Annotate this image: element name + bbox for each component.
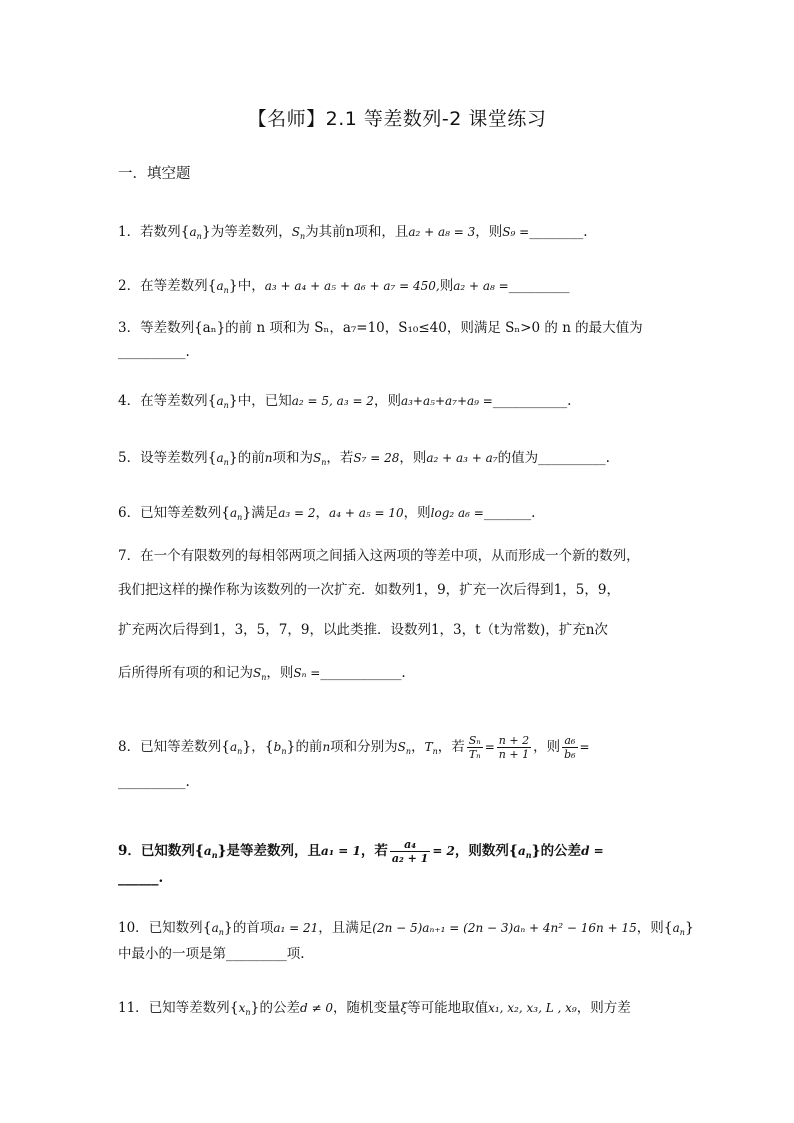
answer-blank[interactable]: ________. [529,224,588,240]
page-title: 【名师】2.1 等差数列-2 课堂练习 [247,108,547,130]
question-7-line-3: 扩充两次后得到1，3，5，7，9，以此类推．设数列1，3，t（t为常数)，扩充n次 [118,622,608,638]
question-11: 11．已知等差数列$\{x_n\}$的公差d ≠ 0，随机变量ξ等可能地取值x₁, x₂, x₃, L , x₉，则方差 [118,1000,631,1017]
answer-blank[interactable]: ___________. [492,393,572,409]
question-9: 9．已知数列$\{a_n\}$是等差数列，且a₁ = 1，若 $\frac{\text{a₄}}{\text{a₂ + 1}}$ = 2，则数列$\{a_n\}$的公差d = [118,838,604,865]
question-7-line-4: 后所得所有项的和记为$S_n$，则Sₙ =____________. [118,665,406,682]
question-10-line-2: 中最小的一项是第_________项. [118,946,305,962]
ask-fraction: $\frac{\text{a₆}}{\text{b₆}}$ [564,734,576,761]
answer-blank[interactable]: __________. [538,450,610,466]
question-4: 4．在等差数列$\{a_n\}$中，已知a₂ = 5, a₃ = 2，则a₃+a₅+a₇+a₉ =___________. [118,393,572,410]
answer-blank[interactable]: _______. [483,505,536,521]
condition-fraction: $\frac{\text{a₄}}{\text{a₂ + 1}}$ [391,838,429,865]
answer-blank[interactable]: _________ [508,278,570,294]
answer-blank[interactable]: __________. [118,344,190,360]
question-2: 2．在等差数列$\{a_n\}$中，a₃ + a₄ + a₅ + a₆ + a₇ = 450,则a₂ + a₈ =_________ [118,278,570,295]
question-6: 6．已知等差数列$\{a_n\}$满足a₃ = 2，a₄ + a₅ = 10，则log₂ a₆ =_______. [118,505,536,522]
question-5: 5．设等差数列$\{a_n\}$的前n项和为$S_n$，若S₇ = 28，则a₂ + a₃ + a₇的值为__________. [118,450,610,467]
question-3: 3．等差数列{aₙ}的前 n 项和为 Sₙ，a₇=10，S₁₀≤40，则满足 Sₙ>0 的 n 的最大值为 [118,320,643,336]
ratio-fraction: $\frac{\text{Sₙ}}{\text{Tₙ}}$ [468,734,481,761]
section-heading: 一．填空题 [118,166,191,182]
answer-blank[interactable]: ______. [118,870,164,886]
ratio-result-fraction: $\frac{n + 2}{n + 1}$ [498,734,530,761]
question-7-line-1: 7．在一个有限数列的每相邻两项之间插入这两项的等差中项，从而形成一个新的数列， [118,548,640,564]
question-7-line-2: 我们把这样的操作称为该数列的一次扩充．如数列1，9，扩充一次后得到1，5，9， [118,582,620,598]
question-1: 1．若数列$\{a_n\}$为等差数列，$S_n$为其前n项和，且a₂ + a₈ = 3，则S₉ =________. [118,224,588,241]
question-8: 8．已知等差数列$\{a_n\}$，$\{b_n\}$的前n项和分别为$S_n$，$T_n$，若 $\frac{\text{Sₙ}}{\text{Tₙ}}$ = $\frac{n + 2}{n + 1}$ ，则 $\frac{\text{a₆}}{\text{b₆}}$ = [118,734,590,761]
answer-blank[interactable]: __________. [118,774,190,790]
answer-blank[interactable]: _________ [226,946,287,962]
question-10: 10．已知数列$\{a_n\}$的首项a₁ = 21，且满足(2n − 5)aₙ₊₁ = (2n − 3)aₙ + 4n² − 16n + 15，则$\{a_n\}$ [118,920,694,937]
answer-blank[interactable]: ____________. [320,665,406,681]
